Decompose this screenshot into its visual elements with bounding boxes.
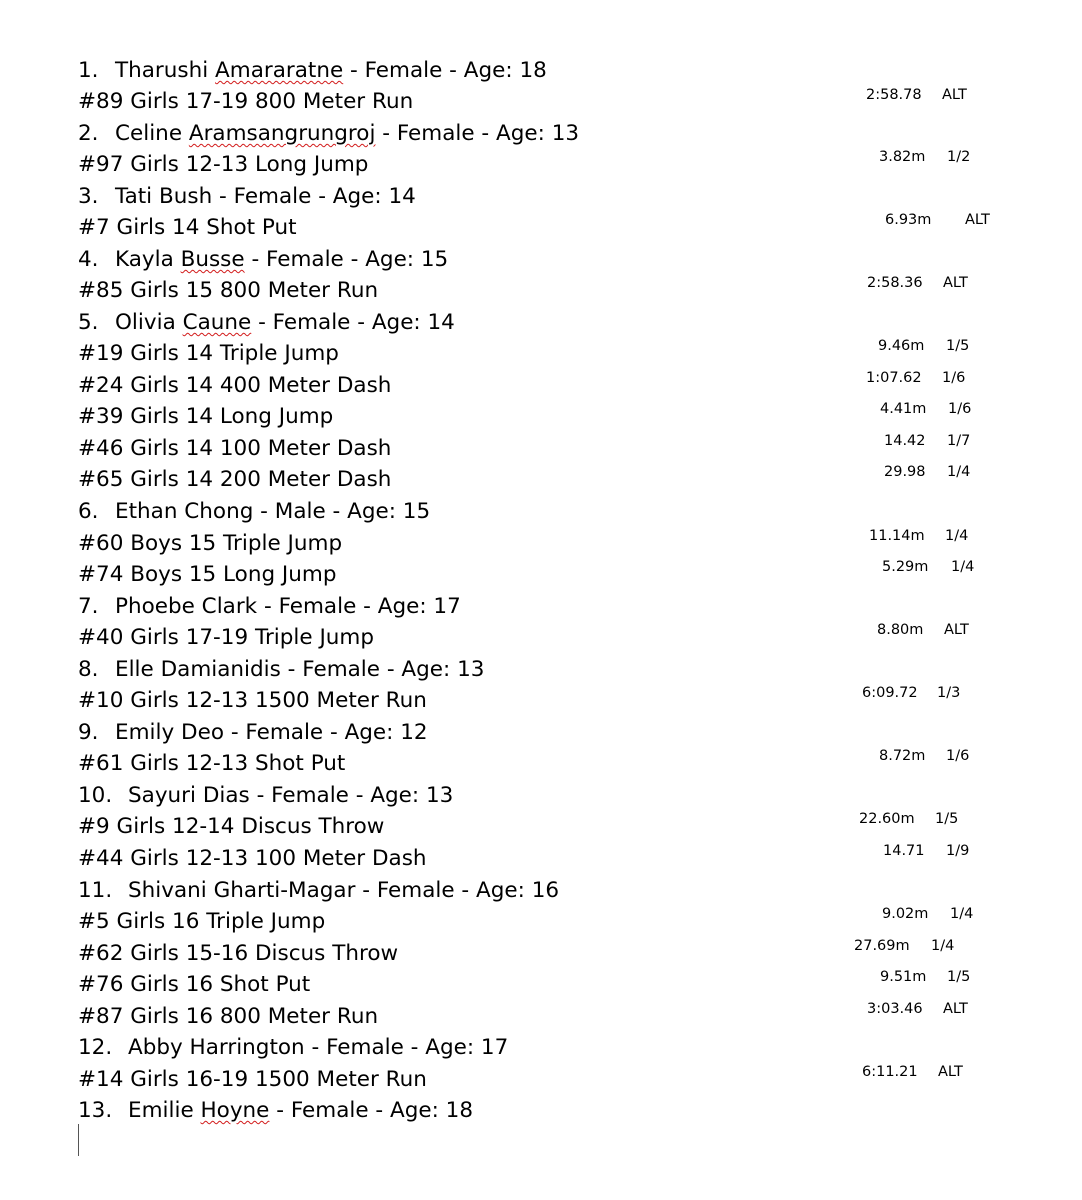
spellcheck-flagged-word: Busse (180, 247, 245, 272)
event-result (884, 431, 971, 451)
event-line (78, 940, 398, 968)
result-mark: 14.71 (883, 843, 925, 859)
athlete-name: Celine (115, 121, 189, 146)
athlete-name: Shivani Gharti-Magar (128, 878, 356, 903)
athlete-details: - Female - Age: 17 (304, 1035, 509, 1060)
event-name: #7 Girls 14 Shot Put (78, 215, 297, 240)
athlete-heading (78, 309, 455, 337)
event-line (78, 530, 342, 558)
athlete-heading (78, 782, 453, 810)
result-mark: 5.29m (882, 559, 929, 575)
result-place: ALT (943, 1001, 968, 1017)
event-result (880, 399, 972, 419)
event-line (78, 908, 325, 936)
event-name: #44 Girls 12-13 100 Meter Dash (78, 846, 427, 871)
event-name: #85 Girls 15 800 Meter Run (78, 278, 379, 303)
event-line (78, 624, 374, 652)
result-mark: 29.98 (884, 464, 926, 480)
result-mark: 27.69m (854, 938, 910, 954)
event-result (862, 1062, 963, 1082)
event-name: #10 Girls 12-13 1500 Meter Run (78, 688, 427, 713)
result-place: 1/4 (931, 938, 955, 954)
list-number: 9. (78, 720, 99, 745)
result-mark: 2:58.36 (867, 275, 923, 291)
event-name: #19 Girls 14 Triple Jump (78, 341, 339, 366)
athlete-details: - Female - Age: 16 (355, 878, 560, 903)
athlete-details: - Male - Age: 15 (253, 499, 431, 524)
athlete-name: Emily Deo (115, 720, 224, 745)
athlete-name: Elle Damianidis (115, 657, 281, 682)
event-result (879, 147, 971, 167)
result-place: 1/5 (935, 811, 959, 827)
result-place: 1/4 (945, 528, 969, 544)
athlete-details: - Female - Age: 14 (251, 310, 455, 335)
event-name: #39 Girls 14 Long Jump (78, 404, 334, 429)
event-line (78, 687, 427, 715)
result-place: 1/6 (942, 370, 966, 386)
list-number: 5. (78, 310, 99, 335)
result-mark: 22.60m (859, 811, 915, 827)
event-name: #5 Girls 16 Triple Jump (78, 909, 326, 934)
event-result (884, 462, 971, 482)
athlete-heading (78, 120, 579, 148)
athlete-details: - Female - Age: 14 (212, 184, 416, 209)
athlete-name: Abby Harrington (128, 1035, 305, 1060)
event-name: #14 Girls 16-19 1500 Meter Run (78, 1067, 427, 1092)
event-name: #61 Girls 12-13 Shot Put (78, 751, 346, 776)
event-line (78, 214, 297, 242)
athlete-heading (78, 656, 484, 684)
result-place: 1/6 (948, 401, 972, 417)
athlete-details: - Female - Age: 12 (223, 720, 428, 745)
result-mark: 3.82m (879, 149, 926, 165)
event-line (78, 88, 413, 116)
athlete-heading (78, 877, 559, 905)
list-number: 12. (78, 1035, 113, 1060)
result-place: 1/5 (946, 338, 970, 354)
result-mark: 9.02m (882, 906, 929, 922)
event-line (78, 971, 310, 999)
result-place: 1/3 (937, 685, 961, 701)
event-result (867, 273, 968, 293)
result-place: 1/6 (946, 748, 970, 764)
list-number: 1. (78, 58, 99, 83)
event-line (78, 340, 339, 368)
event-name: #46 Girls 14 100 Meter Dash (78, 436, 392, 461)
event-line (78, 750, 345, 778)
event-result (880, 967, 971, 987)
event-line (78, 1066, 427, 1094)
event-name: #87 Girls 16 800 Meter Run (78, 1004, 379, 1029)
event-name: #60 Boys 15 Triple Jump (78, 531, 343, 556)
athlete-details: - Female - Age: 13 (280, 657, 485, 682)
athlete-name: Emilie (128, 1098, 201, 1123)
event-result (878, 336, 970, 356)
event-result (859, 809, 959, 829)
athlete-name: Phoebe Clark (115, 594, 258, 619)
event-name: #62 Girls 15-16 Discus Throw (78, 941, 399, 966)
list-number: 8. (78, 657, 99, 682)
athlete-heading (78, 1097, 473, 1125)
event-line (78, 372, 391, 400)
athlete-details: - Female - Age: 18 (343, 58, 547, 83)
athlete-details: - Female - Age: 17 (257, 594, 461, 619)
event-line (78, 277, 378, 305)
result-mark: 14.42 (884, 433, 926, 449)
result-place: 1/9 (946, 843, 970, 859)
event-name: #40 Girls 17-19 Triple Jump (78, 625, 375, 650)
event-name: #74 Boys 15 Long Jump (78, 562, 337, 587)
spellcheck-flagged-word: Caune (182, 310, 252, 335)
result-place: ALT (943, 275, 968, 291)
result-place: 1/4 (950, 906, 974, 922)
result-mark: 6:11.21 (862, 1064, 918, 1080)
list-number: 10. (78, 783, 113, 808)
event-result (879, 746, 970, 766)
athlete-name: Tati Bush (115, 184, 213, 209)
event-name: #97 Girls 12-13 Long Jump (78, 152, 369, 177)
athlete-heading (78, 183, 416, 211)
event-result (882, 904, 974, 924)
event-name: #65 Girls 14 200 Meter Dash (78, 467, 392, 492)
list-number: 2. (78, 121, 99, 146)
athlete-name: Sayuri Dias (128, 783, 250, 808)
event-result (862, 683, 961, 703)
result-mark: 3:03.46 (867, 1001, 923, 1017)
result-place: 1/4 (947, 464, 971, 480)
result-mark: 8.80m (877, 622, 924, 638)
result-mark: 11.14m (869, 528, 925, 544)
event-line (78, 151, 368, 179)
result-place: ALT (965, 212, 990, 228)
event-result (869, 526, 969, 546)
athlete-heading (78, 593, 461, 621)
event-line (78, 1003, 378, 1031)
list-number: 4. (78, 247, 99, 272)
event-line (78, 435, 391, 463)
event-line (78, 403, 333, 431)
athlete-heading (78, 1034, 508, 1062)
event-result (866, 368, 966, 388)
event-name: #89 Girls 17-19 800 Meter Run (78, 89, 414, 114)
athlete-details: - Female - Age: 13 (249, 783, 454, 808)
spellcheck-flagged-word: Amararatne (215, 58, 344, 83)
athlete-heading (78, 57, 547, 85)
event-name: #76 Girls 16 Shot Put (78, 972, 311, 997)
result-mark: 2:58.78 (866, 87, 922, 103)
athlete-heading (78, 719, 428, 747)
spellcheck-flagged-word: Hoyne (200, 1098, 270, 1123)
event-line (78, 561, 336, 589)
list-number: 3. (78, 184, 99, 209)
athlete-name: Olivia (115, 310, 183, 335)
event-result (883, 841, 970, 861)
result-mark: 8.72m (879, 748, 926, 764)
event-line (78, 813, 384, 841)
result-mark: 9.51m (880, 969, 927, 985)
athlete-name: Kayla (115, 247, 181, 272)
athlete-details: - Female - Age: 18 (269, 1098, 474, 1123)
list-number: 6. (78, 499, 99, 524)
event-result (867, 999, 968, 1019)
result-mark: 9.46m (878, 338, 925, 354)
result-mark: 1:07.62 (866, 370, 922, 386)
athlete-details: - Female - Age: 15 (244, 247, 449, 272)
event-name: #9 Girls 12-14 Discus Throw (78, 814, 385, 839)
athlete-details: - Female - Age: 13 (375, 121, 580, 146)
result-place: ALT (942, 87, 967, 103)
result-mark: 6:09.72 (862, 685, 918, 701)
event-result (885, 210, 990, 230)
result-mark: 6.93m (885, 212, 932, 228)
result-place: 1/5 (947, 969, 971, 985)
list-number: 7. (78, 594, 99, 619)
athlete-name: Ethan Chong (115, 499, 254, 524)
event-result (866, 85, 967, 105)
event-line (78, 466, 391, 494)
list-number: 11. (78, 878, 113, 903)
result-place: ALT (938, 1064, 963, 1080)
athlete-name: Tharushi (115, 58, 216, 83)
result-place: 1/4 (951, 559, 975, 575)
athlete-heading (78, 498, 430, 526)
event-result (882, 557, 975, 577)
list-number: 13. (78, 1098, 113, 1123)
result-mark: 4.41m (880, 401, 927, 417)
text-cursor (78, 1124, 79, 1156)
result-place: ALT (944, 622, 969, 638)
event-result (854, 936, 955, 956)
event-result (877, 620, 969, 640)
result-place: 1/7 (947, 433, 971, 449)
athlete-heading (78, 246, 448, 274)
event-line (78, 845, 427, 873)
spellcheck-flagged-word: Aramsangrungroj (188, 121, 376, 146)
event-name: #24 Girls 14 400 Meter Dash (78, 373, 392, 398)
result-place: 1/2 (947, 149, 971, 165)
